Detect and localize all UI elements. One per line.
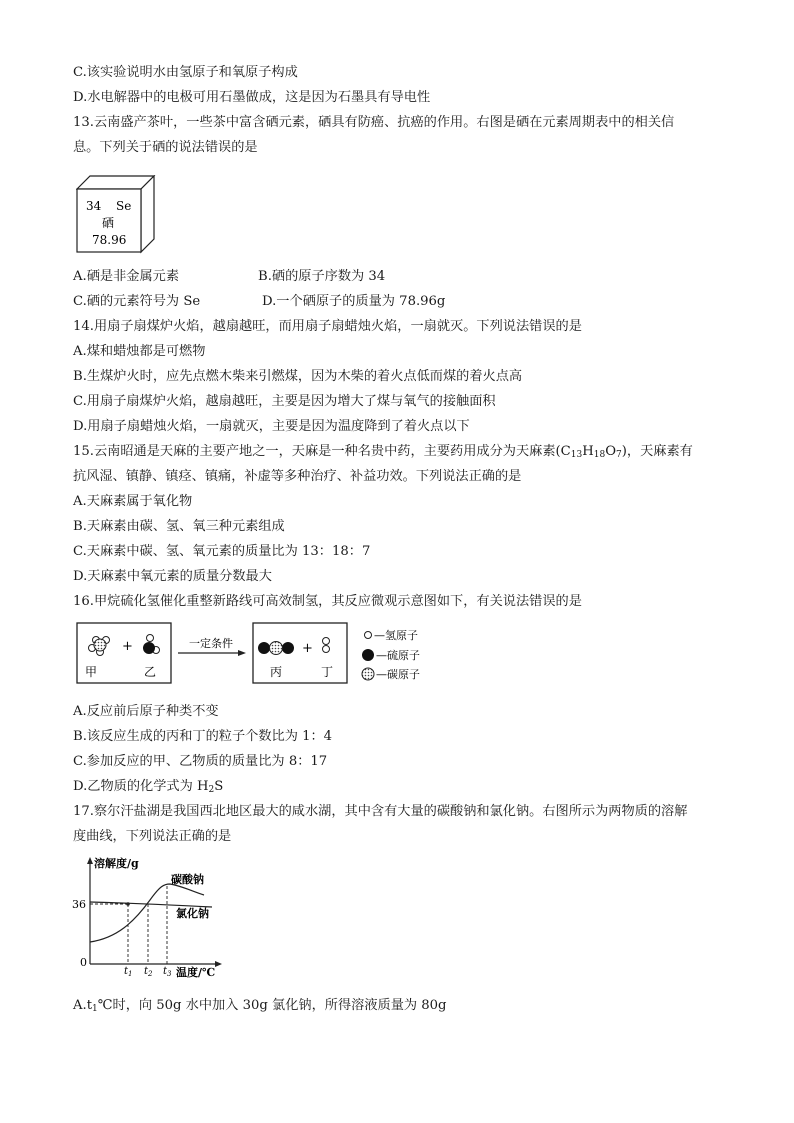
selenium-element-card — [76, 175, 158, 255]
sulfur-atom-icon — [362, 649, 374, 661]
tick-t2: $t_2$ — [144, 966, 153, 978]
q15-option-c: C.天麻素中碳、氢、氧元素的质量比为 13：18：7 — [73, 544, 371, 559]
x-axis-arrow-icon — [215, 961, 222, 967]
origin-label: 0 — [80, 956, 87, 969]
q17-option-a: $A.t_1℃$时，向 50g 水中加入 30g 氯化钠，所得溶液质量为 80g — [73, 998, 447, 1014]
q13-option-b: B.硒的原子序数为 34 — [258, 269, 386, 284]
tick-t3: $t_3$ — [163, 966, 172, 978]
label-na2co3: 碳酸钠 — [171, 873, 204, 886]
q16-stem: 16.甲烷硫化氢催化重整新路线可高效制氢，其反应微观示意图如下，有关说法错误的是 — [73, 594, 582, 609]
y-axis-arrow-icon — [87, 857, 93, 864]
plus-sign-2: + — [302, 641, 313, 656]
label-bing: 丙 — [270, 665, 283, 679]
q13-stem-line2: 息。下列关于硒的说法错误的是 — [73, 140, 258, 155]
reaction-diagram — [76, 620, 466, 688]
q13-option-d: D.一个硒原子的质量为 78.96g — [262, 294, 446, 309]
q13-option-c: C.硒的元素符号为 Se — [73, 294, 201, 309]
legend-sulfur: —硫原子 — [376, 649, 420, 662]
q14-option-b: B.生煤炉火时，应先点燃木柴来引燃煤，因为木柴的着火点低而煤的着火点高 — [73, 369, 523, 384]
hydrogen-atom-icon — [365, 632, 372, 639]
q14-stem: 14.用扇子扇煤炉火焰，越扇越旺，而用扇子扇蜡烛火焰，一扇就灭。下列说法错误的是 — [73, 319, 582, 334]
element-symbol: Se — [116, 199, 132, 213]
solubility-chart — [72, 852, 232, 980]
q13-stem-line1: 13.云南盛产茶叶，一些茶中富含硒元素，硒具有防癌、抗癌的作用。右图是硒在元素周期表中的相关信 — [73, 115, 675, 130]
atomic-mass: 78.96 — [92, 233, 127, 247]
q13-option-a: A.硒是非金属元素 — [73, 269, 180, 284]
cs2-molecule — [258, 642, 294, 655]
reaction-condition: 一定条件 — [189, 637, 233, 650]
atomic-number: 34 — [86, 199, 102, 213]
label-jia: 甲 — [85, 665, 98, 679]
q15-option-a: A.天麻素属于氧化物 — [73, 494, 193, 509]
label-yi: 乙 — [144, 665, 157, 679]
q16-option-c: C.参加反应的甲、乙物质的质量比为 8：17 — [73, 754, 328, 769]
y-tick-36: 36 — [72, 898, 86, 911]
element-name: 硒 — [102, 216, 115, 230]
label-nacl: 氯化钠 — [176, 907, 209, 920]
q15-stem-line2: 抗风湿、镇静、镇痉、镇痛，补虚等多种治疗、补益功效。下列说法正确的是 — [73, 469, 522, 484]
q12-option-c: C.该实验说明水由氢原子和氧原子构成 — [73, 65, 298, 80]
q14-option-d: D.用扇子扇蜡烛火焰，一扇就灭，主要是因为温度降到了着火点以下 — [73, 419, 470, 434]
q15-option-d: D.天麻素中氧元素的质量分数最大 — [73, 569, 272, 584]
q17-stem-line2: 度曲线，下列说法正确的是 — [73, 829, 232, 844]
legend-hydrogen: —氢原子 — [374, 629, 418, 642]
x-axis-label: 温度/℃ — [176, 966, 216, 979]
plus-sign: + — [122, 639, 133, 654]
q14-option-c: C.用扇子扇煤炉火焰，越扇越旺，主要是因为增大了煤与氧气的接触面积 — [73, 394, 496, 409]
q14-option-a: A.煤和蜡烛都是可燃物 — [73, 344, 206, 359]
q12-option-d: D.水电解器中的电极可用石墨做成，这是因为石墨具有导电性 — [73, 90, 431, 105]
legend-carbon: —碳原子 — [376, 668, 420, 681]
q17-stem-line1: 17.察尔汗盐湖是我国西北地区最大的咸水湖，其中含有大量的碳酸钠和氯化钠。右图所示为两物质的溶解 — [73, 804, 688, 819]
tick-t1: $t_1$ — [124, 966, 133, 978]
y-axis-label: 溶解度/g — [94, 857, 139, 870]
q15-option-b: B.天麻素由碳、氢、氧三种元素组成 — [73, 519, 285, 534]
q16-option-b: B.该反应生成的丙和丁的粒子个数比为 1：4 — [73, 729, 333, 744]
q15-stem-line1: 15.云南昭通是天麻的主要产地之一，天麻是一种名贵中药，主要药用成分为天麻素$(C_{13}H_{18}O_7)$，天麻素有 — [73, 444, 693, 460]
label-ding: 丁 — [321, 665, 334, 679]
q16-option-a: A.反应前后原子种类不变 — [73, 704, 219, 719]
carbon-atom-icon — [362, 668, 374, 680]
arrow-head-icon — [238, 650, 246, 656]
q16-option-d: D.乙物质的化学式为 $H_2S$ — [73, 779, 224, 795]
